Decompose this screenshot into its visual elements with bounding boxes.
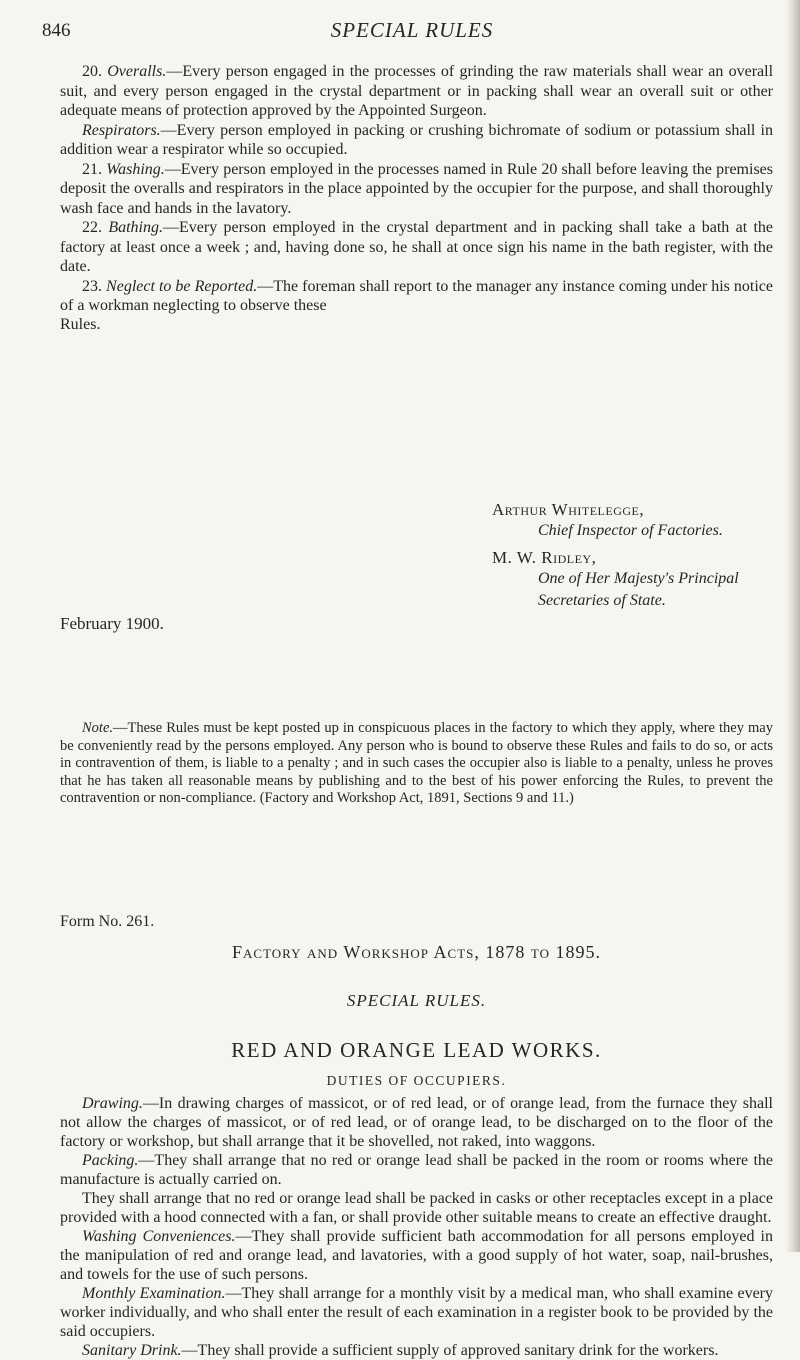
special-rules-heading: SPECIAL RULES. bbox=[346, 991, 487, 1010]
signatory-name: Arthur Whitelegge, bbox=[492, 500, 645, 519]
signature-date: February 1900. bbox=[60, 614, 164, 633]
duty-paragraph: Packing.—They shall arrange that no red or orange lead shall be packed in the room or rooms where the manufacture is actually carried on. bbox=[60, 1152, 773, 1188]
rules-section bbox=[60, 62, 773, 334]
signatory-title: One of Her Majesty's Principal bbox=[538, 570, 739, 587]
rule-paragraph: 20. Overalls.—Every person engaged in the processes of grinding the raw materials shall wear an overall suit, and every person engaged in the crystal department or in packing shall wear an overall suit or other adequate means of protection approved by the Appointed Surgeon. bbox=[60, 63, 774, 119]
rule-paragraph: 23. Neglect to be Reported.—The foreman shall report to the manager any instance coming under his notice of a workman neglecting to observe these bbox=[60, 277, 774, 314]
page-number: 846 bbox=[42, 20, 71, 41]
rules-tail: Rules. bbox=[60, 315, 101, 333]
works-title: RED AND ORANGE LEAD WORKS. bbox=[231, 1038, 602, 1062]
note-paragraph: Note.—These Rules must be kept posted up in conspicuous places in the factory to which they apply, where they may be conveniently read by the persons employed. Any person who is bound to observe these Rules and fails to do so, or acts in contravention of them, is liable to a penalty ; and in such cases the occupier also is liable to a penalty, unless he proves that he has taken all reasonable means by publishing and to the best of his power enforcing the Rules, to prevent the contravention or non-compliance. (Factory and Workshop Act, 1891, Sections 9 and 11.) bbox=[60, 720, 773, 806]
rule-paragraph: 22. Bathing.—Every person employed in the crystal department and in packing shall take a bath at the factory at least once a week ; and, having done so, he shall at once sign his name in the bath register, with the date. bbox=[60, 219, 773, 275]
duty-paragraph: Monthly Examination.—They shall arrange for a monthly visit by a medical man, who shall examine every worker individually, and who shall enter the result of each examination in a register book to be provided by the said occupiers. bbox=[60, 1285, 773, 1340]
running-head bbox=[42, 18, 782, 48]
running-head-title: SPECIAL RULES bbox=[330, 18, 494, 42]
acts-title: Factory and Workshop Acts, 1878 to 1895. bbox=[232, 942, 601, 962]
signatory-name: M. W. Ridley, bbox=[492, 548, 597, 567]
signatory-title: Chief Inspector of Factories. bbox=[538, 522, 723, 539]
signature-block bbox=[60, 500, 773, 690]
rule-paragraph: 21. Washing.—Every person employed in the processes named in Rule 20 shall before leaving the premises deposit the overalls and respirators in the place appointed by the occupier for the purpose, and shall thoroughly wash face and hands in the lavatory. bbox=[60, 160, 774, 217]
duties-heading: DUTIES OF OCCUPIERS. bbox=[326, 1073, 507, 1088]
rule-paragraph: Respirators.—Every person employed in packing or crushing bichromate of sodium or potassium shall in addition wear a respirator while so occupied. bbox=[60, 121, 773, 158]
duties-section bbox=[60, 1094, 773, 1360]
duty-paragraph: They shall arrange that no red or orange lead shall be packed in casks or other receptacles except in a place provided with a hood connected with a fan, or shall provide other suitable means to create an effective draught. bbox=[60, 1190, 773, 1226]
signatory-title-cont: Secretaries of State. bbox=[538, 592, 666, 609]
duty-paragraph: Drawing.—In drawing charges of massicot, or of red lead, or of orange lead, from the furnace they shall not allow the charges of massicot, or of red lead, or of orange lead, to be discharged on to the floor of the factory or workshop, but shall arrange that it be shovelled, not raked, into waggons. bbox=[60, 1095, 773, 1150]
duty-paragraph: Washing Conveniences.—They shall provide sufficient bath accommodation for all persons employed in the manipulation of red and orange lead, and lavatories, with a good supply of hot water, soap, nail-brushes, and towels for the use of such persons. bbox=[60, 1228, 773, 1283]
duty-paragraph: Sanitary Drink.—They shall provide a sufficient supply of approved sanitary drink for the workers. bbox=[82, 1342, 719, 1359]
page-edge-shadow bbox=[786, 0, 800, 1252]
form-number: Form No. 261. bbox=[60, 913, 155, 930]
